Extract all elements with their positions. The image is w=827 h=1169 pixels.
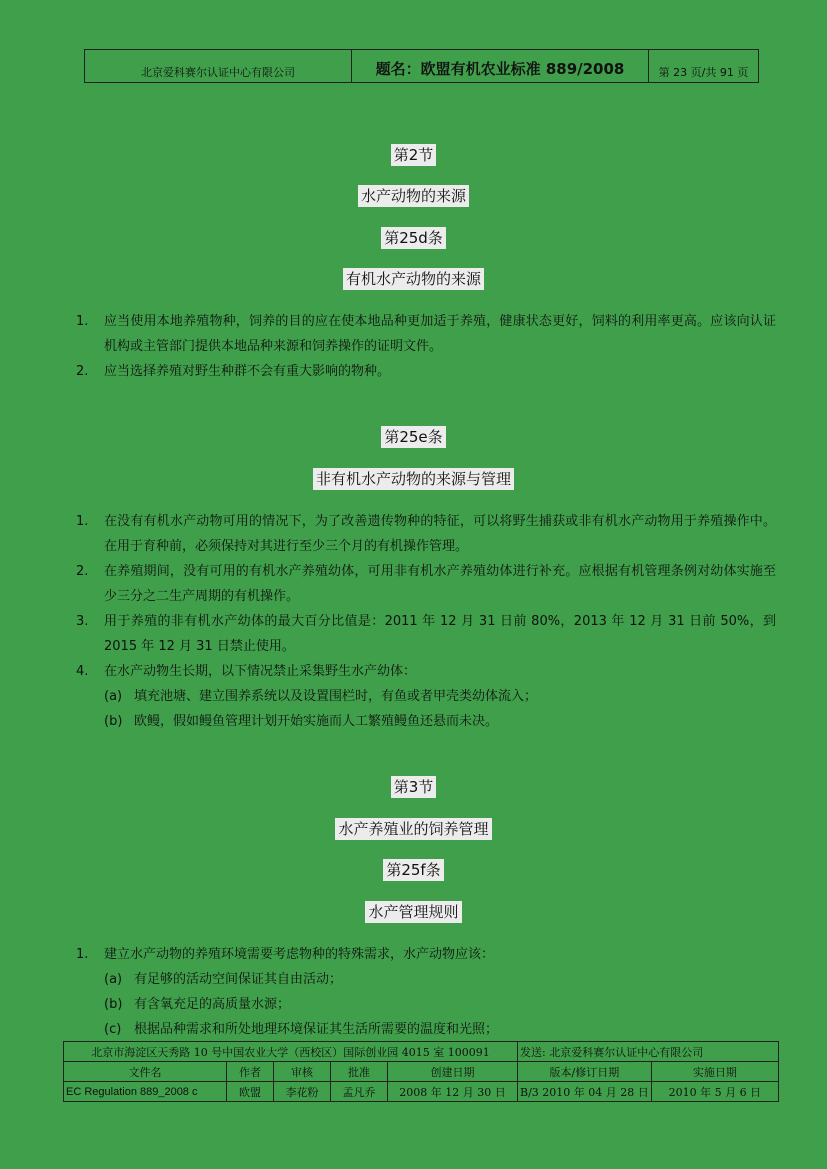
list-item: 1. 在没有有机水产动物可用的情况下，为了改善遗传物种的特征，可以将野生捕获或非有机水产动物用于养殖操作中。在用于育种前，必须保持对其进行至少三个月的有机操作管理。 xyxy=(76,514,776,554)
article-title: 第25d条 xyxy=(0,227,827,248)
list-item: 2. 在养殖期间，没有可用的有机水产养殖幼体，可用非有机水产养殖幼体进行补充。应根据有机管理条例对幼体实施至少三分之二生产周期的有机操作。 xyxy=(76,564,776,604)
section-title: 第3节 xyxy=(0,776,827,797)
footer-header-cell: 审核 xyxy=(274,1062,331,1082)
footer-value-cell: 李花粉 xyxy=(274,1082,331,1102)
header-title: 题名：欧盟有机农业标准 889/2008 xyxy=(352,50,649,83)
list-item: 1. 建立水产动物的养殖环境需要考虑物种的特殊需求，水产动物应该： xyxy=(76,947,495,962)
header-page-number: 第 23 页/共 91 页 xyxy=(649,50,759,83)
footer-value-cell: 欧盟 xyxy=(227,1082,274,1102)
footer-header-cell: 作者 xyxy=(227,1062,274,1082)
footer-header-cell: 创建日期 xyxy=(388,1062,518,1082)
list-item: 3. 用于养殖的非有机水产幼体的最大百分比值是：2011 年 12 月 31 日前 80%，2013 年 12 月 31 日前 50%，到 2015 年 12 月 31 日禁止使用。 xyxy=(76,614,776,654)
footer-value-cell: 2008 年 12 月 30 日 xyxy=(388,1082,518,1102)
footer-header-cell: 实施日期 xyxy=(651,1062,778,1082)
sub-list-item: (a) 有足够的活动空间保证其自由活动； xyxy=(104,972,343,987)
footer-value-cell: 2010 年 5 月 6 日 xyxy=(651,1082,778,1102)
footer-address: 北京市海淀区天秀路 10 号中国农业大学（西校区）国际创业园 4015 室 100091 xyxy=(64,1042,518,1062)
article-name: 非有机水产动物的来源与管理 xyxy=(0,468,827,489)
footer-header-cell: 批准 xyxy=(331,1062,388,1082)
footer-value-cell: 孟凡乔 xyxy=(331,1082,388,1102)
page-header xyxy=(84,49,759,83)
section-title: 第2节 xyxy=(0,144,827,165)
sub-list-item: (b) 欧鳗，假如鳗鱼管理计划开始实施而人工繁殖鳗鱼还悬而未决。 xyxy=(104,714,499,729)
footer-value-cell: B/3 2010 年 04 月 28 日 xyxy=(518,1082,652,1102)
sub-list-item: (a) 填充池塘、建立围养系统以及设置围栏时，有鱼或者甲壳类幼体流入； xyxy=(104,689,538,704)
list-item: 2. 应当选择养殖对野生种群不会有重大影响的物种。 xyxy=(76,364,391,379)
page-footer xyxy=(63,1041,779,1102)
article-name: 水产管理规则 xyxy=(0,901,827,922)
footer-send-to: 发送: 北京爱科赛尔认证中心有限公司 xyxy=(518,1042,779,1062)
list-item: 4. 在水产动物生长期，以下情况禁止采集野生水产幼体： xyxy=(76,664,417,679)
footer-value-cell: EC Regulation 889_2008 c xyxy=(64,1082,227,1102)
section-name: 水产养殖业的饲养管理 xyxy=(0,818,827,839)
article-name: 有机水产动物的来源 xyxy=(0,268,827,289)
sub-list-item: (b) 有含氧充足的高质量水源； xyxy=(104,997,291,1012)
header-company: 北京爱科赛尔认证中心有限公司 xyxy=(85,50,352,83)
list-item: 1. 应当使用本地养殖物种，饲养的目的应在使本地品种更加适于养殖，健康状态更好，饲料的利用率更高。应该向认证机构或主管部门提供本地品种来源和饲养操作的证明文件。 xyxy=(76,314,776,354)
footer-header-cell: 版本/修订日期 xyxy=(518,1062,652,1082)
footer-header-cell: 文件名 xyxy=(64,1062,227,1082)
section-name: 水产动物的来源 xyxy=(0,185,827,206)
article-title: 第25e条 xyxy=(0,426,827,447)
article-title: 第25f条 xyxy=(0,859,827,880)
sub-list-item: (c) 根据品种需求和所处地理环境保证其生活所需要的温度和光照； xyxy=(104,1022,499,1037)
